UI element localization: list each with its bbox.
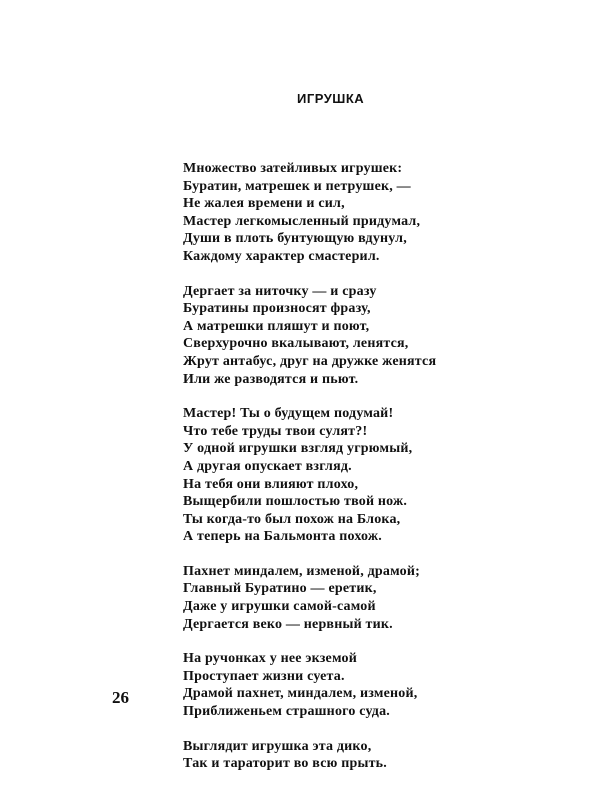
poem-line: Души в плоть бунтующую вдунул, <box>183 231 407 247</box>
poem-line: Или же разводятся и пьют. <box>183 371 359 387</box>
poem-line: Выщербили пошлостью твой нож. <box>183 494 408 510</box>
poem-line: Даже у игрушки самой-самой <box>183 599 376 615</box>
poem-line: Выглядит игрушка эта дико, <box>183 738 372 754</box>
stanza <box>183 650 483 720</box>
poem-line: У одной игрушки взгляд угрюмый, <box>183 441 413 457</box>
poem-line: Драмой пахнет, миндалем, изменой, <box>183 686 418 702</box>
stanza <box>183 283 483 389</box>
poem-line: На ручонках у нее экземой <box>183 651 357 667</box>
poem-line: Не жалея времени и сил, <box>183 196 345 212</box>
poem-line: Что тебе труды твои сулят?! <box>183 423 368 439</box>
poem-line: А матрешки пляшут и поют, <box>183 318 370 334</box>
poem-line: Буратин, матрешек и петрушек, — <box>183 178 411 194</box>
poem-line: Буратины произносят фразу, <box>183 301 371 317</box>
page-number: 26 <box>112 688 129 707</box>
poem-line: А другая опускает взгляд. <box>183 458 352 474</box>
poem-title: ИГРУШКА <box>297 91 365 106</box>
poem-line: На тебя они влияют плохо, <box>183 476 359 492</box>
stanza <box>183 160 483 266</box>
stanza <box>183 738 483 773</box>
poem-line: Дергает за ниточку — и сразу <box>183 283 377 299</box>
poem-line: Сверхурочно вкалывают, ленятся, <box>183 336 409 352</box>
stanza <box>183 405 483 546</box>
poem-line: Ты когда-то был похож на Блока, <box>183 511 401 527</box>
poem-line: Множество затейливых игрушек: <box>183 161 403 176</box>
poem-line: Пахнет миндалем, изменой, драмой; <box>183 563 420 579</box>
poem-line: Главный Буратино — еретик, <box>183 581 377 597</box>
poem-line: Дергается веко — нервный тик. <box>183 616 393 632</box>
poem-line: Жрут антабус, друг на дружке женятся <box>183 353 437 369</box>
stanza <box>183 563 483 633</box>
poem-line: А теперь на Бальмонта похож. <box>183 529 382 545</box>
poem-line: Мастер легкомысленный придумал, <box>183 213 421 229</box>
poem-line: Мастер! Ты о будущем подумай! <box>183 406 394 422</box>
poem-line: Проступает жизни суета. <box>183 668 345 684</box>
poem-body <box>183 160 483 790</box>
poem-line: Так и тараторит во всю прыть. <box>183 756 387 772</box>
poem-line: Приближеньем страшного суда. <box>183 704 390 720</box>
poem-line: Каждому характер смастерил. <box>183 248 380 264</box>
